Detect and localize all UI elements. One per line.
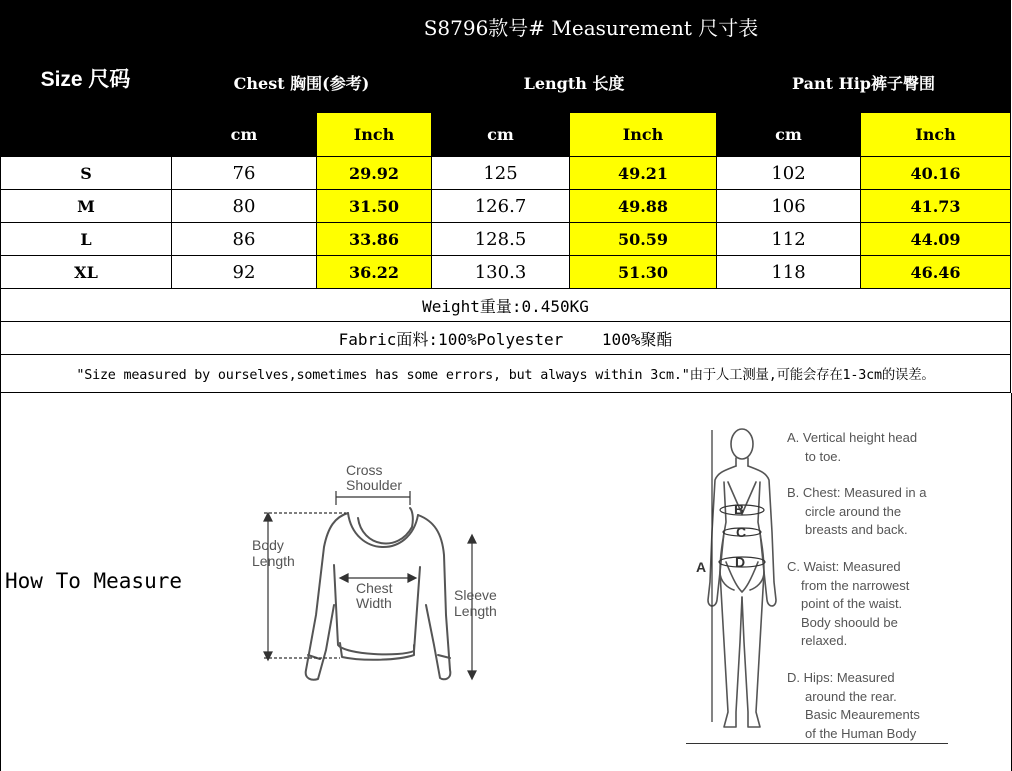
unit-header-cm: cm — [432, 113, 570, 157]
table-cell: 46.46 — [861, 256, 1011, 289]
marker-c: C — [736, 524, 747, 540]
cross-shoulder-label: Cross — [346, 462, 383, 478]
table-cell: 41.73 — [861, 190, 1011, 223]
table-cell: 126.7 — [432, 190, 570, 223]
table-cell: 49.88 — [570, 190, 717, 223]
chest-width-label: Width — [356, 595, 392, 611]
garment-diagram — [250, 455, 510, 690]
sweater-illustration — [250, 455, 510, 690]
body-diagram — [690, 422, 790, 752]
disclaimer-row: "Size measured by ourselves,sometimes has some errors, but always within 3cm."由于人工测量,可能会存在1-3cm的误差。 — [0, 355, 1011, 393]
note-b: B. Chest: Measured in a circle around the breasts and back. — [787, 485, 927, 537]
group-header-chest: Chest 胸围(参考) — [172, 53, 432, 113]
note-a: A. Vertical height head to toe. — [787, 430, 918, 464]
chest-width-label: Chest — [356, 580, 393, 596]
table-cell: 33.86 — [317, 223, 432, 256]
size-cell: S — [0, 157, 172, 190]
marker-a: A — [696, 559, 707, 575]
body-length-label: Body — [252, 537, 284, 553]
size-cell: M — [0, 190, 172, 223]
table-cell: 130.3 — [432, 256, 570, 289]
table-cell: 49.21 — [570, 157, 717, 190]
table-cell: 31.50 — [317, 190, 432, 223]
unit-header-inch: Inch — [570, 113, 717, 157]
table-cell: 118 — [717, 256, 861, 289]
table-cell: 125 — [432, 157, 570, 190]
fabric-row: Fabric面料:100%Polyester 100%聚酯 — [0, 322, 1011, 355]
size-cell: XL — [0, 256, 172, 289]
table-cell: 36.22 — [317, 256, 432, 289]
cross-shoulder-label: Shoulder — [346, 477, 403, 493]
table-cell: 112 — [717, 223, 861, 256]
table-cell: 128.5 — [432, 223, 570, 256]
note-c: C. Waist: Measured from the narrowest point of the waist. Body shoould be relaxed. — [787, 559, 910, 648]
size-cell: L — [0, 223, 172, 256]
marker-d: D — [735, 554, 746, 570]
table-cell: 106 — [717, 190, 861, 223]
table-cell: 80 — [172, 190, 317, 223]
body-length-label: Length — [252, 553, 295, 569]
table-cell: 29.92 — [317, 157, 432, 190]
unit-header-cm: cm — [717, 113, 861, 157]
sleeve-length-label: Sleeve — [454, 587, 497, 603]
table-cell: 44.09 — [861, 223, 1011, 256]
table-cell: 86 — [172, 223, 317, 256]
unit-header-cm: cm — [172, 113, 317, 157]
weight-row: Weight重量:0.450KG — [0, 289, 1011, 322]
size-header-label: Size 尺码 — [40, 68, 131, 91]
unit-header-inch: Inch — [861, 113, 1011, 157]
table-cell: 50.59 — [570, 223, 717, 256]
size-header-cell — [0, 0, 172, 157]
table-title: S8796款号# Measurement 尺寸表 — [423, 15, 759, 40]
table-cell: 40.16 — [861, 157, 1011, 190]
table-cell: 76 — [172, 157, 317, 190]
body-diagram-baseline — [686, 743, 948, 744]
group-header-length: Length 长度 — [432, 53, 717, 113]
human-body-illustration — [690, 422, 790, 752]
note-d: D. Hips: Measured around the rear. Basic Meaurements of the Human Body — [787, 670, 920, 741]
table-cell: 102 — [717, 157, 861, 190]
group-header-pant-hip: Pant Hip裤子臀围 — [717, 53, 1011, 113]
sleeve-length-label: Length — [454, 603, 497, 619]
unit-header-inch: Inch — [317, 113, 432, 157]
table-cell: 92 — [172, 256, 317, 289]
table-cell: 51.30 — [570, 256, 717, 289]
marker-b: B — [734, 501, 745, 517]
table-title-cell — [172, 0, 1011, 53]
how-to-measure-label: How To Measure — [5, 569, 183, 593]
